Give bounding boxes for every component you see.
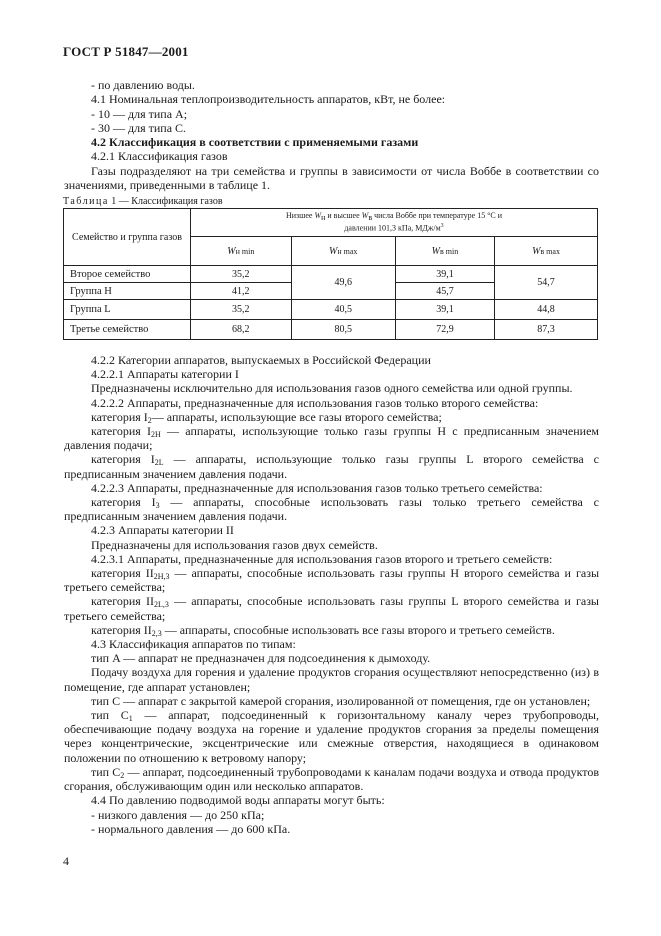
- row-label: Второе семейство: [64, 266, 191, 283]
- table-row: [64, 266, 598, 283]
- category-ii2l3: категория $II_{2L,3}$ — аппараты, способные использовать газы группы L второго семейства и газы третьего семейства;: [64, 594, 599, 623]
- category-i-text: Предназначены исключительно для использования газов одного семейства или одной группы.: [91, 381, 573, 396]
- cell-wn-max: 80,5: [291, 320, 395, 340]
- category-ii-text: Предназначены для использования газов двух семейств.: [91, 537, 378, 552]
- section-4-2-2-2: 4.2.2.2 Аппараты, предназначенные для использования газов только второго семейства:: [91, 395, 539, 410]
- category-i2: категория $I_2—$ аппараты, использующие все газы второго семейства;: [91, 409, 442, 425]
- cell-wn-max: 40,5: [291, 300, 395, 320]
- section-4-2-2-3: 4.2.2.3 Аппараты, предназначенные для использования газов только третьего семейства:: [91, 480, 543, 495]
- category-ii23: категория $II_{2,3}$ — аппараты, способные использовать все газы второго и третьего семейств.: [91, 622, 555, 638]
- main-text: [64, 353, 600, 836]
- section-4-2-3: 4.2.3 Аппараты категории II: [91, 523, 234, 538]
- category-ii2h3: категория $II_{2H,3}$ — аппараты, способные использовать газы группы H второго семейства и газы третьего семейства;: [64, 566, 600, 595]
- section-4-2-heading: 4.2 Классификация в соответствии с применяемыми газами: [91, 135, 419, 150]
- type-a-text: Подачу воздуха для горения и удаление продуктов сгорания осуществляют непосредственно (из) в помещение, где аппарат установлен;: [64, 665, 599, 694]
- type-c2: тип $C_2$ — аппарат, подсоединенный трубопроводами к каналам подачи воздуха и отвода продуктов сгорания, обслуживающим один или несколько аппаратов.: [64, 764, 600, 794]
- cell-wn-min: 68,2: [191, 320, 292, 340]
- section-4-3: 4.3 Классификация аппаратов по типам:: [91, 637, 296, 652]
- section-4-1: 4.1 Номинальная теплопроизводительность аппаратов, кВт, не более:: [91, 92, 446, 107]
- line-type-a: - 10 — для типа A;: [91, 106, 188, 121]
- table-row: [64, 320, 598, 340]
- cell-wv-max: 87,3: [495, 320, 598, 340]
- gases-paragraph: Газы подразделяют на три семейства и группы в зависимости от числа Воббе в соответствии со значениями, приведенными в таблице 1.: [64, 163, 599, 193]
- row-label: Группа H: [64, 283, 191, 300]
- category-i3: категория $I_3$ — аппараты, способные использовать газы только третьего семейства с предписанным значением давления подачи.: [64, 495, 599, 524]
- subheader-wv-max: Wв max: [495, 237, 598, 266]
- section-4-2-2: 4.2.2 Категории аппаратов, выпускаемых в Российской Федерации: [91, 353, 431, 367]
- subheader-wn-min: Wн min: [191, 237, 292, 266]
- table-header-wobbe: Низшее $W_н$ и высшее $W_в$ числа Воббе при температуре 15 °С и давлении 101,3 кПа, МДж/$м^3$: [191, 209, 598, 237]
- subheader-wn-max: Wн max: [291, 237, 395, 266]
- cell-wn-min: 41,2: [191, 283, 292, 300]
- table-caption-title: 1 — Классификация газов: [108, 196, 223, 207]
- category-i2l: категория $I_{2L}$ — аппараты, использующие только газы группы L второго семейства с предписанным значением давления подачи.: [64, 452, 599, 481]
- cell-wv-max: 44,8: [495, 300, 598, 320]
- table-header-family: Семейство и группа газов: [64, 209, 191, 266]
- type-a: тип A — аппарат не предназначен для подсоединения к дымоходу.: [91, 651, 431, 666]
- row-label: Группа L: [64, 300, 191, 320]
- category-i2h: категория $I_{2H}$ — аппараты, использующие только газы группы H с предписанным значением давления подачи;: [64, 424, 599, 453]
- cell-wn-min: 35,2: [191, 300, 292, 320]
- table-caption-prefix: Таблица: [63, 196, 109, 207]
- cell-wv-min: 45,7: [395, 283, 494, 300]
- row-label: Третье семейство: [64, 320, 191, 340]
- section-4-2-3-1: 4.2.3.1 Аппараты, предназначенные для использования газов второго и третьего семейств:: [91, 551, 553, 566]
- low-pressure: - низкого давления — до 250 кПа;: [91, 807, 265, 822]
- subheader-wv-min: Wв min: [395, 237, 494, 266]
- cell-wv-max: 54,7: [495, 266, 598, 300]
- type-c: тип C — аппарат с закрытой камерой сгорания, изолированной от помещения, где он установлен;: [91, 693, 591, 708]
- section-4-2-1: 4.2.1 Классификация газов: [91, 149, 228, 164]
- cell-wv-min: 39,1: [395, 300, 494, 320]
- normal-pressure: - нормального давления — до 600 кПа.: [91, 821, 291, 836]
- cell-wn-max: 49,6: [291, 266, 395, 300]
- type-c1: тип $C_1$ — аппарат, подсоединенный к горизонтальному каналу через трубопроводы, обеспечивающие подачу воздуха на горение и удаление продуктов сгорания за пределы помещения через концентрические, эксцентрические или смежные отверстия, находящиеся в одинаковом положении по отношению к ветровому напору;: [64, 708, 599, 765]
- line-water-pressure: - по давлению воды.: [91, 78, 195, 92]
- document-header: ГОСТ Р 51847—2001: [63, 44, 189, 59]
- section-4-4: 4.4 По давлению подводимой воды аппараты могут быть:: [91, 793, 385, 808]
- table-row: [64, 300, 598, 320]
- table-caption: [63, 196, 223, 207]
- cell-wn-min: 35,2: [191, 266, 292, 283]
- cell-wv-min: 72,9: [395, 320, 494, 340]
- section-4-2-2-1: 4.2.2.1 Аппараты категории I: [91, 367, 239, 382]
- intro-text: [64, 78, 599, 193]
- line-type-c: - 30 — для типа C.: [91, 120, 187, 135]
- cell-wv-min: 39,1: [395, 266, 494, 283]
- gas-classification-table: [63, 208, 598, 340]
- page-number: 4: [63, 854, 69, 868]
